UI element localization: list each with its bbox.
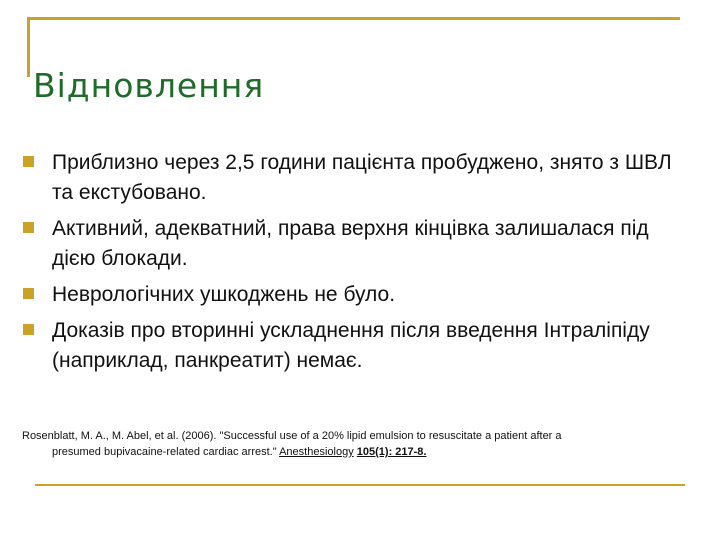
bullet-text: Приблизно через 2,5 години пацієнта пробуджено, знято з ШВЛ та екстубовано. xyxy=(52,151,672,204)
bullet-item xyxy=(22,148,682,208)
journal-link[interactable]: Anesthesiology xyxy=(279,446,354,458)
top-rule xyxy=(27,17,680,20)
square-bullet-icon xyxy=(23,222,34,233)
square-bullet-icon xyxy=(23,156,34,167)
bottom-rule xyxy=(35,484,685,486)
left-rule xyxy=(27,17,30,77)
reference-line-2 xyxy=(22,444,702,460)
bullet-text: Доказів про вторинні ускладнення після введення Інтраліпіду (наприклад, панкреатит) немає. xyxy=(52,319,650,372)
square-bullet-icon xyxy=(23,324,34,335)
bullet-item xyxy=(22,214,682,274)
bullet-item xyxy=(22,280,682,310)
bullet-text: Активний, адекватний, права верхня кінцівка залишалася під дією блокади. xyxy=(52,217,649,270)
reference-title: presumed bupivacaine-related cardiac arrest." xyxy=(52,446,277,458)
slide-title: Відновлення xyxy=(33,66,265,106)
reference-citation xyxy=(22,428,702,460)
bullet-text: Неврологічних ушкоджень не було. xyxy=(52,283,396,306)
bullet-list xyxy=(22,148,682,382)
reference-line-1: Rosenblatt, M. A., M. Abel, et al. (2006). "Successful use of a 20% lipid emulsion to resuscitate a patient after a xyxy=(22,430,562,442)
volume-link[interactable]: 105(1): 217-8. xyxy=(356,446,427,458)
square-bullet-icon xyxy=(23,288,34,299)
bullet-item xyxy=(22,316,682,376)
